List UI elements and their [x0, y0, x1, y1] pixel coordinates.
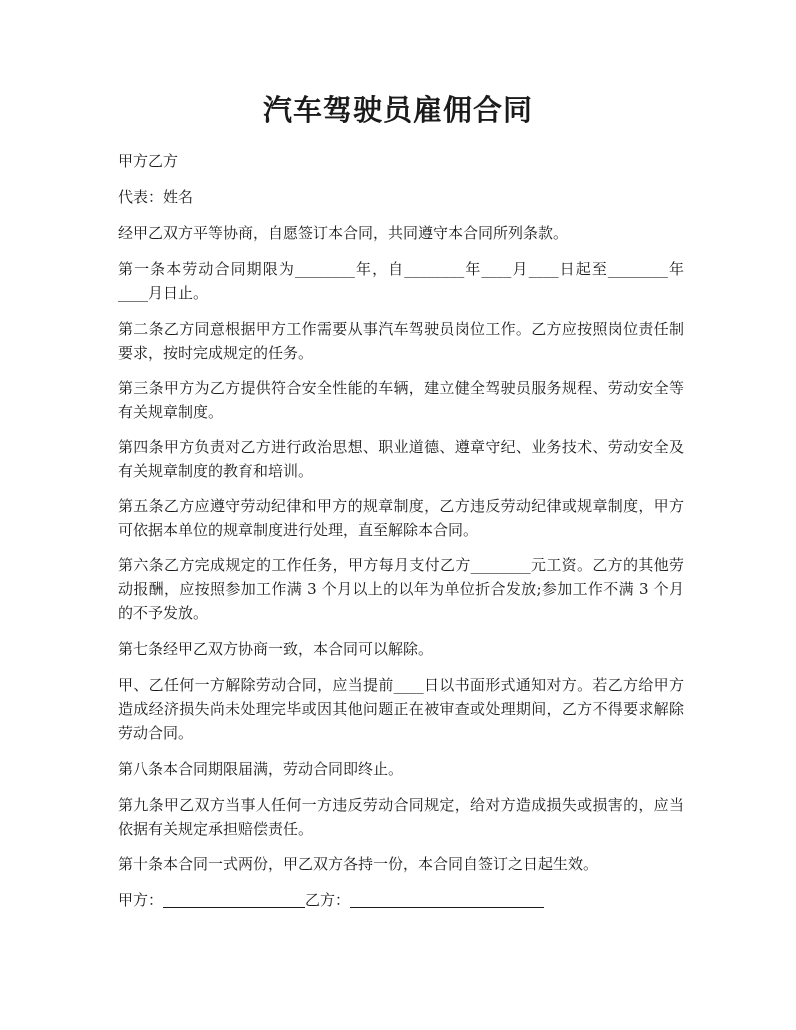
paragraph-article-6: 第六条乙方完成规定的工作任务，甲方每月支付乙方________元工资。乙方的其他劳动报酬，应按照参加工作满 3 个月以上的以年为单位折合发放;参加工作不满 3 个月的不予发放。: [118, 556, 684, 622]
party-a-signature-line: [163, 891, 305, 908]
paragraph-article-10: 第十条本合同一式两份，甲乙双方各持一份，本合同自签订之日起生效。: [118, 855, 599, 873]
paragraph-representative: 代表：姓名: [118, 188, 194, 206]
paragraph-article-1: 第一条本劳动合同期限为________年，自________年____月____日起至________年____月日止。: [118, 260, 684, 302]
paragraph-parties: 甲方乙方: [118, 152, 179, 170]
party-a-signature-label: 甲方：: [118, 891, 164, 909]
paragraph-article-9: 第九条甲乙双方当事人任何一方违反劳动合同规定，给对方造成损失或损害的，应当依据有关规定承担赔偿责任。: [118, 796, 684, 838]
paragraph-termination-notice: 甲、乙任何一方解除劳动合同，应当提前____日以书面形式通知对方。若乙方给甲方造成经济损失尚未处理完毕或因其他问题正在被审查或处理期间，乙方不得要求解除劳动合同。: [118, 676, 684, 742]
document-title: 汽车驾驶员雇佣合同: [262, 93, 533, 127]
paragraph-article-7: 第七条经甲乙双方协商一致，本合同可以解除。: [118, 640, 434, 658]
paragraph-article-4: 第四条甲方负责对乙方进行政治思想、职业道德、遵章守纪、业务技术、劳动安全及有关规章制度的教育和培训。: [118, 438, 684, 480]
paragraph-article-8: 第八条本合同期限届满，劳动合同即终止。: [118, 760, 404, 778]
paragraph-article-5: 第五条乙方应遵守劳动纪律和甲方的规章制度，乙方违反劳动纪律或规章制度，甲方可依据本单位的规章制度进行处理，直至解除本合同。: [118, 497, 684, 539]
party-b-signature-line: [350, 891, 544, 908]
paragraph-article-3: 第三条甲方为乙方提供符合安全性能的车辆，建立健全驾驶员服务规程、劳动安全等有关规章制度。: [118, 379, 684, 421]
signature-row: [118, 888, 684, 912]
paragraph-preamble: 经甲乙双方平等协商，自愿签订本合同，共同遵守本合同所列条款。: [118, 224, 569, 242]
party-b-signature-label: 乙方：: [305, 891, 351, 909]
paragraph-article-2: 第二条乙方同意根据甲方工作需要从事汽车驾驶员岗位工作。乙方应按照岗位责任制要求，按时完成规定的任务。: [118, 320, 684, 362]
